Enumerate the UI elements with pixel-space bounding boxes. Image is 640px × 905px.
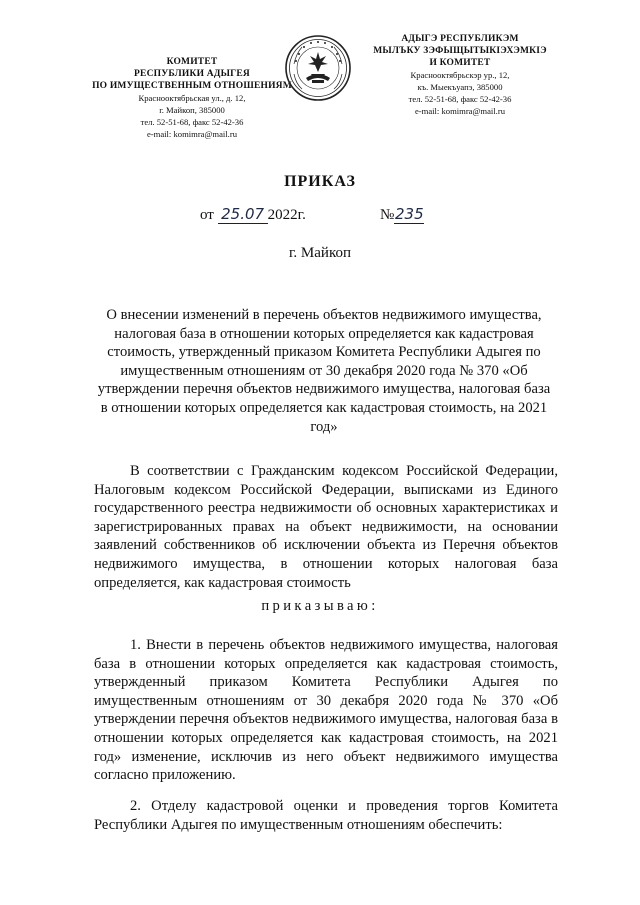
- date-year: 2022г.: [267, 207, 306, 223]
- header-left-email: e-mail: komimra@mail.ru: [146, 129, 237, 139]
- header-right-city: къ. Мыекъуапэ, 385000: [417, 82, 503, 92]
- header-right-address: Краснооктябрьскэр ур., 12,: [410, 70, 510, 80]
- handwritten-date: 25.07: [218, 205, 268, 224]
- header-right: [360, 33, 560, 117]
- document-subject: О внесении изменений в перечень объектов недвижимого имущества, налоговая база в отношении которых определяется как кадастровая стоимость, утвержденный приказом Комитета Республики Адыгея по имущественным отношениям от 30 декабря 2020 года № 370 «Об утверждении перечня объектов недвижимого имущества, налоговая база в отношении которых определяется как кадастровая стоимость, на 2021 год»: [97, 307, 551, 435]
- header-left-line2: РЕСПУБЛИКИ АДЫГЕЯ: [134, 69, 250, 79]
- item-1-paragraph: 1. Внести в перечень объектов недвижимого имущества, налоговая база в отношении которых определяется как кадастровая стоимость, утвержденный приказом Комитета Республики Адыгея по имущественным отношениям от 30 декабря 2020 года № 370 «Об утверждении перечня объектов недвижимого имущества, налоговая база в отношении которых определяется как кадастровая стоимость, на 2021 год» изменение, исключив из него объект недвижимого имущества согласно приложению.: [94, 637, 558, 784]
- date-prefix: от: [200, 207, 214, 223]
- header-right-line2: МЫЛЪКУ ЗЭФЫЩЫТЫКIЭХЭМКIЭ: [373, 46, 547, 56]
- header-left-line3: ПО ИМУЩЕСТВЕННЫМ ОТНОШЕНИЯМ: [92, 81, 292, 91]
- preamble-paragraph: В соответствии с Гражданским кодексом Российской Федерации, Налоговым кодексом Российской Федерации, выписками из Единого государственного реестра недвижимости об основных характеристиках и зарегистрированных правах на объект недвижимости, на основании заявлений собственников об исключении объекта из Перечня объектов недвижимого имущества, в отношении которых налоговая база определяется, как кадастровая стоимость: [94, 463, 558, 591]
- header-left: [82, 56, 302, 140]
- handwritten-number: 235: [394, 205, 424, 223]
- header-right-email: e-mail: komimra@mail.ru: [414, 106, 505, 116]
- header-right-line1: АДЫГЭ РЕСПУБЛИКЭМ: [401, 34, 519, 44]
- item-2-paragraph: 2. Отделу кадастровой оценки и проведения торгов Комитета Республики Адыгея по имущественным отношениям обеспечить:: [94, 798, 558, 833]
- header-left-address: Краснооктябрьская ул., д. 12,: [138, 93, 246, 103]
- header-left-city: г. Майкоп, 385000: [159, 105, 225, 115]
- adygea-emblem-icon: [284, 34, 352, 102]
- document-title: ПРИКАЗ: [284, 173, 356, 190]
- header-right-phones: тел. 52-51-68, факс 52-42-36: [408, 94, 512, 104]
- number-prefix: №: [380, 207, 395, 223]
- header-left-phones: тел. 52-51-68, факс 52-42-36: [140, 117, 244, 127]
- number-line: [380, 205, 424, 224]
- header-right-line3: И КОМИТЕТ: [429, 58, 491, 68]
- date-line: [200, 205, 306, 224]
- header-left-line1: КОМИТЕТ: [166, 57, 218, 67]
- order-word: приказываю:: [261, 598, 379, 614]
- city-line: г. Майкоп: [288, 245, 352, 261]
